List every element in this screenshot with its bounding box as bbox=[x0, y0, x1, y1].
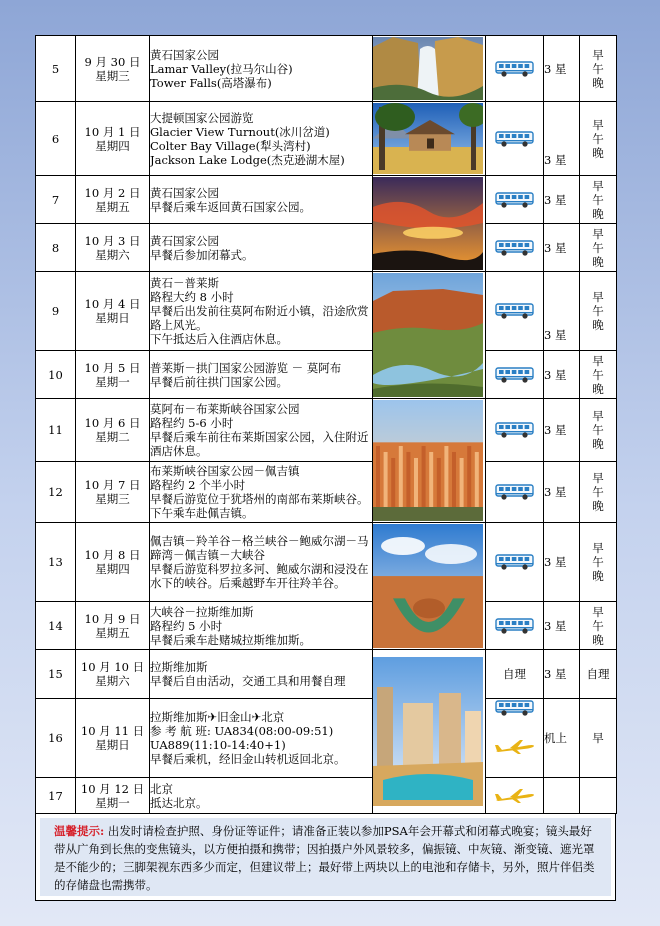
description-line: Glacier View Turnout(冰川岔道) bbox=[150, 124, 330, 139]
transport-text: 自理 bbox=[503, 667, 526, 681]
itinerary-row bbox=[36, 399, 617, 462]
date: 10 月 5 日 bbox=[84, 360, 141, 375]
tips-box bbox=[35, 813, 616, 901]
meal-item: 早 bbox=[592, 409, 604, 423]
transport-cell bbox=[486, 224, 544, 272]
date: 10 月 6 日 bbox=[84, 416, 141, 430]
itinerary-table bbox=[35, 35, 617, 814]
description-cell bbox=[150, 351, 373, 399]
date: 10 月 1 日 bbox=[84, 124, 141, 139]
photo-cell bbox=[373, 523, 486, 650]
day-number: 14 bbox=[36, 602, 76, 650]
transport-cell bbox=[486, 778, 544, 814]
itinerary-row bbox=[36, 351, 617, 399]
day-number: 17 bbox=[36, 778, 76, 814]
meal-item: 晚 bbox=[592, 318, 604, 332]
hotel-cell: 机上 bbox=[544, 699, 580, 778]
bus-icon bbox=[495, 553, 535, 571]
meal-item: 早 bbox=[592, 604, 604, 619]
day-number: 8 bbox=[36, 224, 76, 272]
bryce-photo bbox=[373, 400, 483, 521]
route-title: 拉斯维加斯✈旧金山✈北京 bbox=[150, 710, 285, 724]
date-cell bbox=[76, 399, 150, 462]
description-cell bbox=[150, 102, 373, 176]
photo-cell bbox=[373, 36, 486, 102]
date: 10 月 11 日 bbox=[80, 724, 145, 738]
description-line: Tower Falls(高塔瀑布) bbox=[150, 75, 272, 90]
meal-item: 早 bbox=[592, 117, 604, 132]
day-number: 15 bbox=[36, 650, 76, 699]
description-line: 抵达北京。 bbox=[150, 795, 208, 810]
date: 10 月 2 日 bbox=[84, 185, 141, 200]
date-cell bbox=[76, 102, 150, 176]
route-title: 莫阿布－布莱斯峡谷国家公园 bbox=[150, 402, 300, 416]
day-number: 11 bbox=[36, 399, 76, 462]
itinerary-row bbox=[36, 224, 617, 272]
transport-cell bbox=[486, 36, 544, 102]
meal-item: 午 bbox=[592, 192, 604, 207]
meal-item: 早 bbox=[592, 353, 604, 368]
meal-item: 晚 bbox=[592, 437, 604, 451]
description-line: 早餐后参加闭幕式。 bbox=[150, 247, 254, 262]
transport-cell bbox=[486, 650, 544, 699]
itinerary-row bbox=[36, 602, 617, 650]
date: 10 月 9 日 bbox=[84, 611, 141, 626]
meals-cell bbox=[580, 224, 617, 272]
meal-item: 午 bbox=[592, 485, 604, 499]
meals-cell bbox=[580, 176, 617, 224]
date-cell bbox=[76, 36, 150, 102]
bus-icon bbox=[495, 60, 535, 78]
meal-item: 晚 bbox=[592, 75, 604, 90]
date: 10 月 12 日 bbox=[80, 781, 145, 796]
weekday: 星期日 bbox=[95, 311, 130, 325]
hotel-cell: 3 星 bbox=[544, 462, 580, 523]
date: 10 月 3 日 bbox=[84, 233, 141, 248]
vegas-photo bbox=[373, 657, 483, 806]
waterfall-photo bbox=[373, 37, 483, 100]
meals-cell bbox=[580, 602, 617, 650]
photo-cell bbox=[373, 650, 486, 814]
day-number: 10 bbox=[36, 351, 76, 399]
itinerary-row bbox=[36, 102, 617, 176]
bus-icon bbox=[495, 366, 535, 384]
bus-icon bbox=[495, 302, 535, 320]
hotel-cell: 3 星 bbox=[544, 399, 580, 462]
photo-cell bbox=[373, 176, 486, 272]
description-cell bbox=[150, 523, 373, 602]
meals-cell bbox=[580, 36, 617, 102]
hotel-cell: 3 星 bbox=[544, 351, 580, 399]
hotel-cell: 3 星 bbox=[544, 224, 580, 272]
meal-item: 午 bbox=[592, 240, 604, 255]
description-line: 下午抵达后入住酒店休息。 bbox=[150, 332, 288, 346]
description-line: 路程约 5-6 小时 bbox=[150, 416, 234, 430]
date-cell bbox=[76, 650, 150, 699]
bus-icon bbox=[495, 130, 535, 148]
bus-icon bbox=[495, 191, 535, 209]
weekday: 星期日 bbox=[95, 738, 130, 752]
day-number: 6 bbox=[36, 102, 76, 176]
date-cell bbox=[76, 224, 150, 272]
route-title: 黄石国家公园 bbox=[150, 185, 219, 200]
weekday: 星期五 bbox=[95, 625, 130, 640]
route-title: 北京 bbox=[150, 781, 173, 796]
itinerary-row bbox=[36, 778, 617, 814]
meals-cell bbox=[580, 462, 617, 523]
date-cell bbox=[76, 272, 150, 351]
date-cell bbox=[76, 778, 150, 814]
route-title: 黄石－普莱斯 bbox=[150, 276, 219, 290]
description-line: 早餐后前往拱门国家公园。 bbox=[150, 374, 288, 389]
date-cell bbox=[76, 602, 150, 650]
meal-item: 晚 bbox=[592, 569, 604, 583]
meal-item: 早 bbox=[592, 290, 604, 304]
weekday: 星期二 bbox=[95, 430, 130, 444]
itinerary-row bbox=[36, 523, 617, 602]
description-cell bbox=[150, 176, 373, 224]
date: 10 月 7 日 bbox=[84, 478, 141, 492]
itinerary-row bbox=[36, 462, 617, 523]
photo-cell bbox=[373, 272, 486, 399]
description-line: 参 考 航 班: UA834(08:00-09:51) bbox=[150, 724, 334, 738]
transport-cell bbox=[486, 699, 544, 778]
route-title: 拉斯维加斯 bbox=[150, 660, 208, 674]
bus-icon bbox=[495, 239, 535, 257]
meals-cell bbox=[580, 399, 617, 462]
description-line: 早餐后乘车前往布莱斯国家公园，入住附近酒店休息。 bbox=[150, 430, 369, 458]
description-cell bbox=[150, 224, 373, 272]
description-line: UA889(11:10-14:40+1) bbox=[150, 738, 286, 752]
transport-cell bbox=[486, 523, 544, 602]
tips-content bbox=[40, 818, 611, 896]
plane-icon bbox=[494, 739, 536, 755]
bus-icon bbox=[495, 617, 535, 635]
description-cell bbox=[150, 272, 373, 351]
description-line: 早餐后乘车返回黄石国家公园。 bbox=[150, 199, 311, 214]
meals-cell bbox=[580, 102, 617, 176]
tips-title: 温馨提示: bbox=[54, 824, 105, 838]
date: 9 月 30 日 bbox=[84, 54, 141, 69]
day-number: 5 bbox=[36, 36, 76, 102]
bus-icon bbox=[495, 699, 535, 717]
date-cell bbox=[76, 176, 150, 224]
transport-cell bbox=[486, 176, 544, 224]
description-line: Colter Bay Village(犁头湾村) bbox=[150, 138, 311, 153]
itinerary-row bbox=[36, 699, 617, 778]
meal-item: 晚 bbox=[592, 145, 604, 160]
hotel-cell: 3 星 bbox=[544, 523, 580, 602]
description-cell bbox=[150, 602, 373, 650]
itinerary-row bbox=[36, 272, 617, 351]
transport-cell bbox=[486, 351, 544, 399]
description-line: 路程约 2 个半小时 bbox=[150, 478, 246, 492]
meal-item: 早 bbox=[592, 471, 604, 485]
meal-item: 午 bbox=[592, 367, 604, 382]
meal-item: 午 bbox=[592, 304, 604, 318]
meal-item: 午 bbox=[592, 618, 604, 633]
description-line: Lamar Valley(拉马尔山谷) bbox=[150, 61, 293, 76]
bus-icon bbox=[495, 483, 535, 501]
meals-cell bbox=[580, 778, 617, 814]
route-title: 大峡谷－拉斯维加斯 bbox=[150, 604, 254, 619]
day-number: 12 bbox=[36, 462, 76, 523]
meal-item: 早 bbox=[592, 541, 604, 555]
description-line: 早餐后乘机，经旧金山转机返回北京。 bbox=[150, 752, 346, 766]
route-title: 佩吉镇－羚羊谷－格兰峡谷－鲍威尔湖－马蹄湾－佩吉镇－大峡谷 bbox=[150, 534, 369, 562]
meal-item: 晚 bbox=[592, 254, 604, 269]
weekday: 星期三 bbox=[95, 492, 130, 506]
photo-cell bbox=[373, 399, 486, 523]
hotel-cell: 3 星 bbox=[544, 176, 580, 224]
route-title: 大提顿国家公园游览 bbox=[150, 110, 254, 125]
date-cell bbox=[76, 462, 150, 523]
transport-cell bbox=[486, 462, 544, 523]
plane-icon bbox=[494, 788, 536, 804]
sunset-photo bbox=[373, 177, 483, 270]
meals-text: 自理 bbox=[586, 667, 610, 681]
itinerary-row bbox=[36, 176, 617, 224]
description-line: 早餐后游览科罗拉多河、鲍威尔湖和浸没在水下的峡谷。后乘越野车开往羚羊谷。 bbox=[150, 562, 369, 590]
description-cell bbox=[150, 462, 373, 523]
date: 10 月 10 日 bbox=[80, 660, 145, 674]
description-line: 路程约 5 小时 bbox=[150, 618, 223, 633]
description-cell bbox=[150, 778, 373, 814]
description-line: 早餐后出发前往莫阿布附近小镇，沿途欣赏路上风光。 bbox=[150, 304, 369, 332]
weekday: 星期四 bbox=[95, 138, 130, 153]
day-number: 13 bbox=[36, 523, 76, 602]
weekday: 星期六 bbox=[95, 247, 130, 262]
meal-item: 晚 bbox=[592, 381, 604, 396]
description-line: 早餐后乘车赴赌城拉斯维加斯。 bbox=[150, 632, 311, 647]
hotel-cell: 3 星 bbox=[544, 36, 580, 102]
route-title: 黄石国家公园 bbox=[150, 47, 219, 62]
description-line: 早餐后游览位于犹塔州的南部布莱斯峡谷。下午乘车赴佩吉镇。 bbox=[150, 492, 369, 520]
weekday: 星期一 bbox=[95, 374, 130, 389]
description-line: 路程大约 8 小时 bbox=[150, 290, 234, 304]
hotel-cell: 3 星 bbox=[544, 602, 580, 650]
meals-cell bbox=[580, 650, 617, 699]
weekday: 星期三 bbox=[95, 68, 130, 83]
meals-cell bbox=[580, 699, 617, 778]
meals-cell bbox=[580, 351, 617, 399]
weekday: 星期一 bbox=[95, 795, 130, 810]
itinerary-row bbox=[36, 650, 617, 699]
cabin-photo bbox=[373, 103, 483, 174]
transport-cell bbox=[486, 399, 544, 462]
day-number: 16 bbox=[36, 699, 76, 778]
canyon-river-photo bbox=[373, 273, 483, 397]
itinerary-row bbox=[36, 36, 617, 102]
day-number: 7 bbox=[36, 176, 76, 224]
meal-item: 早 bbox=[592, 731, 604, 745]
description-cell bbox=[150, 36, 373, 102]
photo-cell bbox=[373, 102, 486, 176]
hotel-cell: 3 星 bbox=[544, 650, 580, 699]
weekday: 星期四 bbox=[95, 562, 130, 576]
hotel-cell: 3 星 bbox=[544, 272, 580, 351]
meal-item: 午 bbox=[592, 131, 604, 146]
transport-cell bbox=[486, 602, 544, 650]
day-number: 9 bbox=[36, 272, 76, 351]
meal-item: 午 bbox=[592, 61, 604, 76]
transport-cell bbox=[486, 272, 544, 351]
meal-item: 晚 bbox=[592, 499, 604, 513]
horseshoe-photo bbox=[373, 524, 483, 648]
description-line: 早餐后自由活动，交通工具和用餐自理 bbox=[150, 674, 346, 688]
tips-text: 出发时请检查护照、身份证等证件；请准备正装以参加PSA年会开幕式和闭幕式晚宴；镜头最好带从广角到长焦的变焦镜头，以方便拍摄和携带；因拍摄户外风景较多，偏振镜、中灰镜、渐变镜、遮光罩是不能少的；三脚架视东西多少而定，但建议带上；最好带上两块以上的电池和存储卡，另外，照片伴侣类的存储盘也需携带。 bbox=[54, 824, 595, 892]
date: 10 月 4 日 bbox=[84, 297, 141, 311]
route-title: 普莱斯－拱门国家公园游览 － 莫阿布 bbox=[150, 360, 342, 375]
meal-item: 早 bbox=[592, 226, 604, 241]
description-cell bbox=[150, 699, 373, 778]
description-cell bbox=[150, 399, 373, 462]
meals-cell bbox=[580, 523, 617, 602]
date-cell bbox=[76, 699, 150, 778]
hotel-cell bbox=[544, 778, 580, 814]
route-title: 布莱斯峡谷国家公园－佩吉镇 bbox=[150, 464, 300, 478]
meal-item: 晚 bbox=[592, 206, 604, 221]
meal-item: 早 bbox=[592, 178, 604, 193]
date-cell bbox=[76, 523, 150, 602]
meal-item: 午 bbox=[592, 555, 604, 569]
bus-icon bbox=[495, 421, 535, 439]
hotel-cell: 3 星 bbox=[544, 102, 580, 176]
weekday: 星期六 bbox=[95, 674, 130, 688]
transport-cell bbox=[486, 102, 544, 176]
meal-item: 晚 bbox=[592, 632, 604, 647]
description-line: Jackson Lake Lodge(杰克逊湖木屋) bbox=[150, 152, 345, 167]
weekday: 星期五 bbox=[95, 199, 130, 214]
date: 10 月 8 日 bbox=[84, 548, 141, 562]
meal-item: 午 bbox=[592, 423, 604, 437]
route-title: 黄石国家公园 bbox=[150, 233, 219, 248]
meals-cell bbox=[580, 272, 617, 351]
date-cell bbox=[76, 351, 150, 399]
description-cell bbox=[150, 650, 373, 699]
meal-item: 早 bbox=[592, 47, 604, 62]
